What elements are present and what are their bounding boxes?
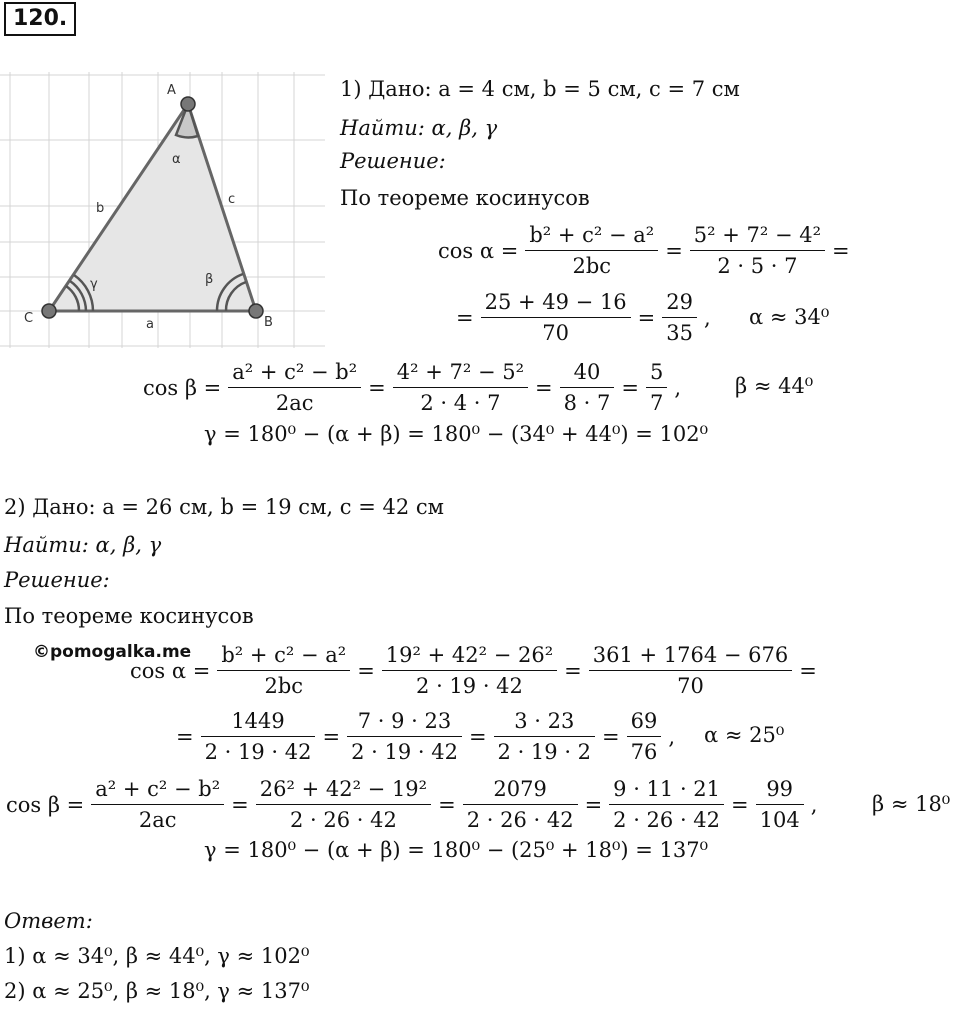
fraction: $\frac{5}{7}$ [646, 357, 667, 418]
part2-find: Найти: α, β, γ [4, 533, 162, 557]
fraction: $\frac{99}{104}$ [756, 774, 804, 835]
fraction: $\frac{\text{19² + 42² − 26²}}{2 \cdot 19 \cdot 42}$ [382, 640, 557, 701]
vertex-a-point [181, 97, 195, 111]
triangle-figure [0, 72, 330, 352]
part2-cos-alpha-line1: cos α = $\frac{\text{b² + c² − a²}}{2bc}$ = $\frac{\text{19² + 42² − 26²}}{2 \cdot 19 \cdot 42}$ = $\frac{361 + 1764 - 676}{70}$ = [130, 640, 817, 701]
fraction: $\frac{\text{4² + 7² − 5²}}{2 \cdot 4 \cdot 7}$ [393, 357, 528, 418]
fraction: $\frac{\text{26² + 42² − 19²}}{2 \cdot 26 \cdot 42}$ [256, 774, 431, 835]
part1-given: 1) Дано: a = 4 см, b = 5 см, c = 7 см [340, 77, 740, 101]
fraction: $\frac{3 \cdot 23}{2 \cdot 19 \cdot 2}$ [494, 706, 596, 767]
fraction: $\frac{361 + 1764 - 676}{70}$ [589, 640, 793, 701]
fraction: $\frac{\text{a² + c² − b²}}{2ac}$ [91, 774, 224, 835]
angle-label-beta: β [205, 272, 214, 287]
fraction: $\frac{\text{5² + 7² − 4²}}{2 \cdot 5 \cdot 7}$ [690, 220, 825, 281]
part1-beta-result: β ≈ 44⁰ [735, 374, 814, 398]
fraction: $\frac{1449}{2 \cdot 19 \cdot 42}$ [201, 706, 316, 767]
side-label-b: b [96, 201, 105, 216]
fraction: $\frac{69}{76}$ [627, 706, 662, 767]
angle-label-gamma: γ [90, 277, 98, 292]
vertex-label-b: B [264, 315, 273, 330]
part1-gamma-line: γ = 180⁰ − (α + β) = 180⁰ − (34⁰ + 44⁰) = 102⁰ [204, 422, 709, 446]
part1-find: Найти: α, β, γ [340, 116, 498, 140]
part2-theorem: По теореме косинусов [4, 604, 254, 628]
answer-line-1: 1) α ≈ 34⁰, β ≈ 44⁰, γ ≈ 102⁰ [4, 944, 310, 968]
part1-solution: Решение: [340, 149, 446, 173]
fraction: $\frac{29}{35}$ [662, 287, 697, 348]
angle-label-alpha: α [172, 152, 181, 167]
fraction: $\frac{\text{b² + c² − a²}}{2bc}$ [525, 220, 658, 281]
fraction: $\frac{40}{8 \cdot 7}$ [560, 357, 615, 418]
part2-given: 2) Дано: a = 26 см, b = 19 см, c = 42 см [4, 495, 444, 519]
part1-theorem: По теореме косинусов [340, 186, 590, 210]
answer-title: Ответ: [4, 909, 93, 933]
cos-alpha-lhs: cos α = [438, 238, 519, 263]
problem-number: 120. [4, 2, 76, 36]
fraction: $\frac{\text{b² + c² − a²}}{2bc}$ [217, 640, 350, 701]
side-label-a: a [146, 317, 154, 332]
part1-cos-alpha-line1: cos α = $\frac{\text{b² + c² − a²}}{2bc}$ = $\frac{\text{5² + 7² − 4²}}{2 \cdot 5 \cdot 7}$ = [438, 220, 850, 281]
fraction: $\frac{7 \cdot 9 \cdot 23}{2 \cdot 19 \cdot 42}$ [347, 706, 462, 767]
part2-beta-result: β ≈ 18⁰ [872, 792, 951, 816]
part1-cos-alpha-line2: = $\frac{25 + 49 - 16}{70}$ = $\frac{29}{35}$ , [456, 287, 711, 348]
vertex-b-point [249, 304, 263, 318]
part2-gamma-line: γ = 180⁰ − (α + β) = 180⁰ − (25⁰ + 18⁰) = 137⁰ [204, 838, 709, 862]
vertex-label-c: C [24, 311, 34, 326]
part2-cos-alpha-line2: = $\frac{1449}{2 \cdot 19 \cdot 42}$ = $\frac{7 \cdot 9 \cdot 23}{2 \cdot 19 \cdot 42}$ = $\frac{3 \cdot 23}{2 \cdot 19 \cdot 2}$ = $\frac{69}{76}$ , [176, 706, 675, 767]
answer-line-2: 2) α ≈ 25⁰, β ≈ 18⁰, γ ≈ 137⁰ [4, 979, 310, 1003]
fraction: $\frac{2079}{2 \cdot 26 \cdot 42}$ [463, 774, 578, 835]
part2-alpha-result: α ≈ 25⁰ [704, 723, 785, 747]
vertex-c-point [42, 304, 56, 318]
vertex-label-a: A [167, 83, 176, 98]
fraction: $\frac{9 \cdot 11 \cdot 21}{2 \cdot 26 \cdot 42}$ [609, 774, 724, 835]
part2-cos-beta-line: cos β = $\frac{\text{a² + c² − b²}}{2ac}$ = $\frac{\text{26² + 42² − 19²}}{2 \cdot 26 \cdot 42}$ = $\frac{2079}{2 \cdot 26 \cdot 42}$ = $\frac{9 \cdot 11 \cdot 21}{2 \cdot 26 \cdot 42}$ = $\frac{99}{104}$ , [6, 774, 817, 835]
watermark: ©pomogalka.me [33, 642, 192, 662]
side-label-c: c [228, 192, 236, 207]
part2-solution: Решение: [4, 568, 110, 592]
part1-cos-beta-line: cos β = $\frac{\text{a² + c² − b²}}{2ac}$ = $\frac{\text{4² + 7² − 5²}}{2 \cdot 4 \cdot 7}$ = $\frac{40}{8 \cdot 7}$ = $\frac{5}{7}$ , [143, 357, 681, 418]
fraction: $\frac{25 + 49 - 16}{70}$ [481, 287, 631, 348]
fraction: $\frac{\text{a² + c² − b²}}{2ac}$ [228, 357, 361, 418]
part1-alpha-result: α ≈ 34⁰ [749, 305, 830, 329]
